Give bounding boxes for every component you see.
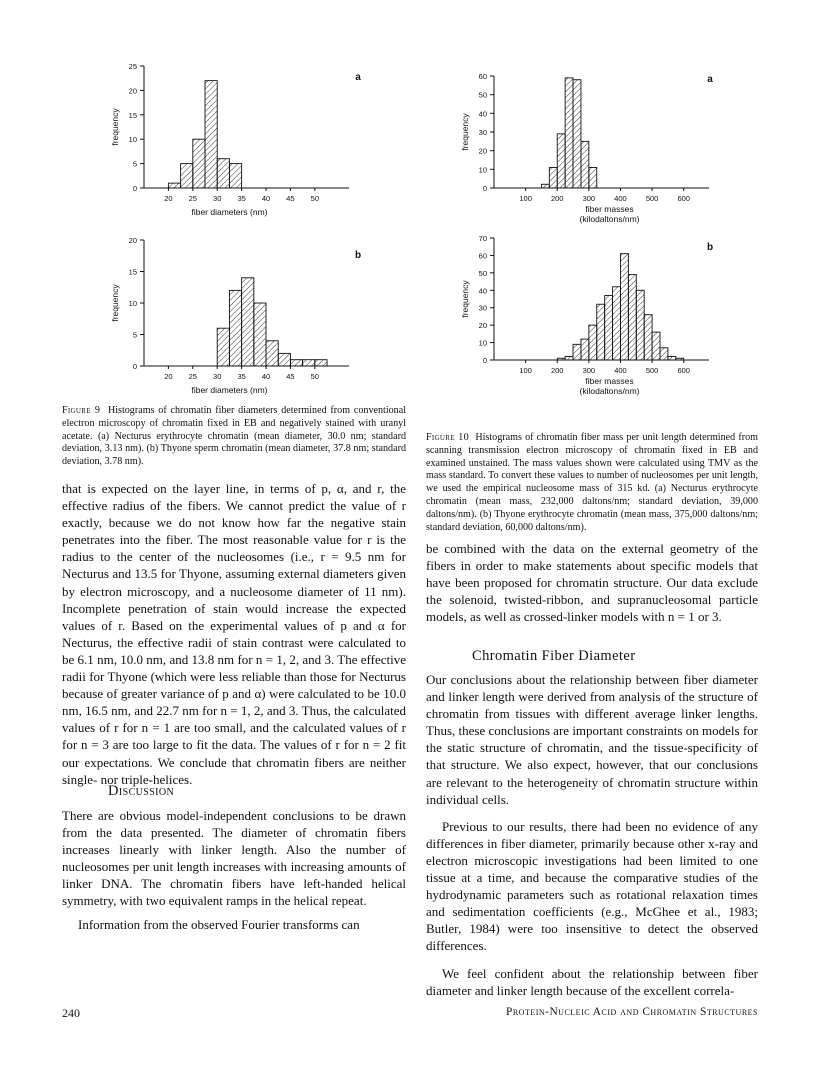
histogram-bar [315, 360, 327, 366]
y-tick-label: 10 [478, 165, 487, 175]
y-axis-label: frequency [460, 113, 470, 151]
x-tick-label: 45 [286, 194, 295, 203]
x-tick-label: 500 [645, 194, 659, 203]
figure-10-label: Figure 10 [426, 432, 469, 443]
x-axis-label: fiber masses [585, 376, 634, 386]
figure-10-caption [426, 432, 758, 534]
y-axis-label: frequency [460, 280, 470, 318]
x-tick-label: 400 [614, 366, 627, 375]
histogram-bar [668, 357, 676, 360]
x-axis-label: fiber diameters (nm) [191, 207, 268, 217]
figure-9a [100, 58, 390, 228]
histogram-bar [217, 328, 229, 366]
left-paragraph-1: that is expected on the layer line, in terms of p, α, and r, the effective radius of the fibers. We cannot predict the value of r exactly, because we do not know how far the negative stain penetrates into the fiber. The most reasonable value for r is the radius to the center of the nucleosomes (i.e., r = 9.5 nm for Necturus and 13.5 for Thyone, assuming external diameters given by electron microscopy, and a nucleosome diameter of 11 nm). Incomplete penetration of stain would increase the expected values of r. Based on the experimental values of p and α for Necturus, the effective radii of stain contrast were calculated to be 6.1 nm, 10.0 nm, and 13.8 nm for n = 1, 2, and 3. The effective radii for Thyone (which were less reliable than those for Necturus because of greater variance of p and α) were calculated to be 10.0 nm, 16.5 nm, and 22.7 nm for n = 1, 2, and 3. Thus, the calculated values of r for n = 1 are too small, and the calculated values of r for n = 3 are too large to fit the data. The values of r for n = 2 fit our expectations. We conclude that chromatin fibers are neither single- nor triple-helices. [62, 481, 406, 787]
histogram-bar [181, 164, 193, 188]
histogram-bar [217, 159, 229, 188]
histogram-bar [278, 353, 290, 366]
x-tick-label: 40 [261, 194, 271, 203]
y-tick-label: 30 [478, 303, 487, 313]
x-tick-label: 600 [677, 366, 690, 375]
histogram-bar [229, 290, 241, 366]
x-tick-label: 300 [582, 366, 596, 375]
histogram-bar [229, 164, 241, 188]
histogram-bar [660, 348, 668, 360]
histogram-bar [242, 278, 254, 366]
x-tick-label: 25 [188, 194, 197, 203]
y-axis-label: frequency [110, 108, 120, 146]
y-tick-label: 5 [132, 159, 137, 169]
histogram-fig9a [100, 58, 390, 228]
histogram-bar [636, 290, 644, 360]
y-tick-label: 25 [128, 62, 137, 71]
y-tick-label: 15 [128, 110, 137, 120]
y-tick-label: 40 [478, 109, 487, 119]
y-tick-label: 10 [128, 135, 137, 145]
y-tick-label: 20 [478, 146, 487, 156]
x-tick-label: 25 [188, 372, 197, 381]
histogram-bar [652, 332, 660, 360]
right-paragraph-2: Our conclusions about the relationship between fiber diameter and linker length were derived from analysis of the structure of chromatin from tissues with different average linker lengths. Thus, these conclusions are important constraints on models for the static structure of chromatin, and the tissue-specificity of that structure. We also expect, however, that our conclusions are relevant to the heterogeneity of chromatin structure within individual cells. [426, 672, 758, 807]
x-tick-label: 50 [310, 194, 320, 203]
y-axis-label: frequency [110, 284, 120, 322]
histogram-bar [168, 183, 180, 188]
right-paragraph-3: Previous to our results, there had been no evidence of any differences in fiber diameter, primarily because other x-ray and electron microscopic investigations had been limited to one tissue at a time, and because the comparative studies of the hydrodynamic parameters such as rotational relaxation times and sedimentation coefficients (e.g., McGhee et al., 1983; Butler, 1984) were too insensitive to detect the observed differences. [426, 818, 758, 954]
section-heading-discussion: Discussion [108, 783, 175, 799]
x-tick-label: 30 [213, 194, 222, 203]
histogram-bar [589, 325, 597, 360]
y-tick-label: 30 [478, 128, 487, 137]
right-column-lower [426, 671, 758, 999]
y-tick-label: 10 [128, 299, 137, 308]
histogram-bar [605, 296, 613, 360]
figure-9-caption [62, 405, 406, 469]
x-axis-label-units: (kilodaltons/nm) [579, 214, 640, 224]
x-tick-label: 50 [310, 372, 320, 381]
panel-label: b [706, 242, 714, 253]
histogram-bar [565, 357, 573, 360]
panel-label: b [354, 250, 362, 261]
y-tick-label: 20 [478, 321, 487, 331]
y-tick-label: 40 [478, 286, 487, 296]
histogram-bar [565, 78, 573, 188]
y-tick-label: 5 [132, 330, 137, 340]
y-tick-label: 10 [478, 338, 487, 348]
figure-10b [448, 230, 738, 400]
running-title: Protein-Nucleic Acid and Chromatin Structures [506, 1006, 758, 1018]
right-paragraph-1: be combined with the data on the external geometry of the fibers in order to make statements about specific models that have been proposed for chromatin structure. Our data exclude the solenoid, twisted-ribbon, and supranucleosomal particle models, as well as crossed-linker models with n = 1 or 3. [426, 541, 758, 625]
x-axis-label: fiber masses [585, 204, 634, 214]
left-column-upper [62, 480, 406, 788]
x-tick-label: 300 [582, 194, 596, 203]
histogram-bar [549, 167, 557, 188]
left-paragraph-3: Information from the observed Fourier transforms can [78, 916, 360, 932]
x-tick-label: 30 [213, 372, 222, 381]
histogram-bar [266, 341, 278, 366]
figure-9-label: Figure 9 [62, 405, 101, 416]
y-tick-label: 20 [128, 236, 137, 245]
y-tick-label: 50 [478, 268, 487, 278]
x-axis-label: fiber diameters (nm) [191, 385, 268, 395]
y-tick-label: 0 [132, 184, 137, 193]
figure-10-caption-text: Histograms of chromatin fiber mass per unit length determined from scanning transmission electron microscopy of chromatin fixed in EB and examined unstained. The mass values shown were calculated using TMV as the mass standard. To convert these values to number of nucleosomes per unit length, we used the empirical nucleosome mass of 315 kd. (a) Necturus erythrocyte chromatin (mean mass, 232,000 daltons/nm; standard deviation, 39,000 daltons/nm). (b) Thyone erythrocyte chromatin (mean mass, 375,000 daltons/nm; standard deviation, 60,000 daltons/nm). [426, 432, 758, 533]
x-tick-label: 200 [550, 194, 564, 203]
y-tick-label: 70 [478, 234, 487, 243]
y-tick-label: 15 [128, 267, 137, 277]
histogram-bar [613, 287, 621, 360]
histogram-bar [205, 81, 217, 188]
histogram-fig9b [100, 232, 390, 402]
panel-label: a [707, 74, 713, 85]
right-paragraph-4: We feel confident about the relationship between fiber diameter and linker length because of the excellent correla- [426, 965, 758, 998]
left-paragraph-2: There are obvious model-independent conclusions to be drawn from the data presented. The diameter of chromatin fibers increases linearly with linker length. Also the number of nucleosomes per unit length increases with increasing amounts of linker DNA. The chromatin fibers have left-handed helical symmetry, with two equivalent ramps in the helical repeat. [62, 808, 406, 909]
y-tick-label: 0 [482, 184, 487, 193]
histogram-bar [589, 167, 597, 188]
figure-10a [448, 62, 738, 232]
histogram-bar [628, 275, 636, 360]
figure-9b [100, 232, 390, 402]
x-tick-label: 45 [286, 372, 295, 381]
x-axis-label-units: (kilodaltons/nm) [579, 386, 640, 396]
histogram-bar [290, 360, 302, 366]
y-tick-label: 0 [482, 356, 487, 365]
x-tick-label: 35 [237, 194, 246, 203]
left-column-lower [62, 807, 406, 933]
x-tick-label: 200 [550, 366, 564, 375]
panel-label: a [355, 72, 361, 83]
x-tick-label: 20 [164, 372, 173, 381]
x-tick-label: 35 [237, 372, 246, 381]
x-tick-label: 400 [614, 194, 627, 203]
histogram-bar [557, 134, 565, 188]
x-tick-label: 20 [164, 194, 173, 203]
y-tick-label: 60 [478, 251, 487, 261]
figure-9-caption-text: Histograms of chromatin fiber diameters determined from conventional electron microscopy of chromatin fixed in EB and negatively stained with uranyl acetate. (a) Necturus erythrocyte chromatin (mean diameter, 30.0 nm; standard deviation, 3.13 nm). (b) Thyone sperm chromatin (mean diameter, 37.8 nm; standard deviation, 3.78 nm). [62, 405, 407, 468]
histogram-bar [644, 315, 652, 360]
histogram-bar [254, 303, 266, 366]
y-tick-label: 60 [478, 72, 487, 81]
histogram-fig10b [448, 230, 738, 400]
x-tick-label: 40 [261, 372, 271, 381]
histogram-bar [620, 254, 628, 360]
histogram-bar [541, 184, 549, 188]
y-tick-label: 20 [128, 86, 137, 96]
page-number: 240 [62, 1006, 80, 1020]
x-tick-label: 100 [519, 194, 532, 203]
right-column-upper [426, 540, 758, 625]
y-tick-label: 0 [132, 362, 137, 371]
histogram-bar [597, 304, 605, 360]
x-tick-label: 500 [645, 366, 659, 375]
histogram-bar [573, 344, 581, 360]
histogram-bar [581, 141, 589, 188]
x-tick-label: 100 [519, 366, 532, 375]
x-tick-label: 600 [677, 194, 690, 203]
y-tick-label: 50 [478, 90, 487, 100]
histogram-bar [573, 80, 581, 188]
histogram-fig10a [448, 62, 738, 232]
histogram-bar [303, 360, 315, 366]
histogram-bar [581, 339, 589, 360]
section-heading-chromatin-fiber-diameter: Chromatin Fiber Diameter [472, 648, 636, 664]
histogram-bar [193, 139, 205, 188]
